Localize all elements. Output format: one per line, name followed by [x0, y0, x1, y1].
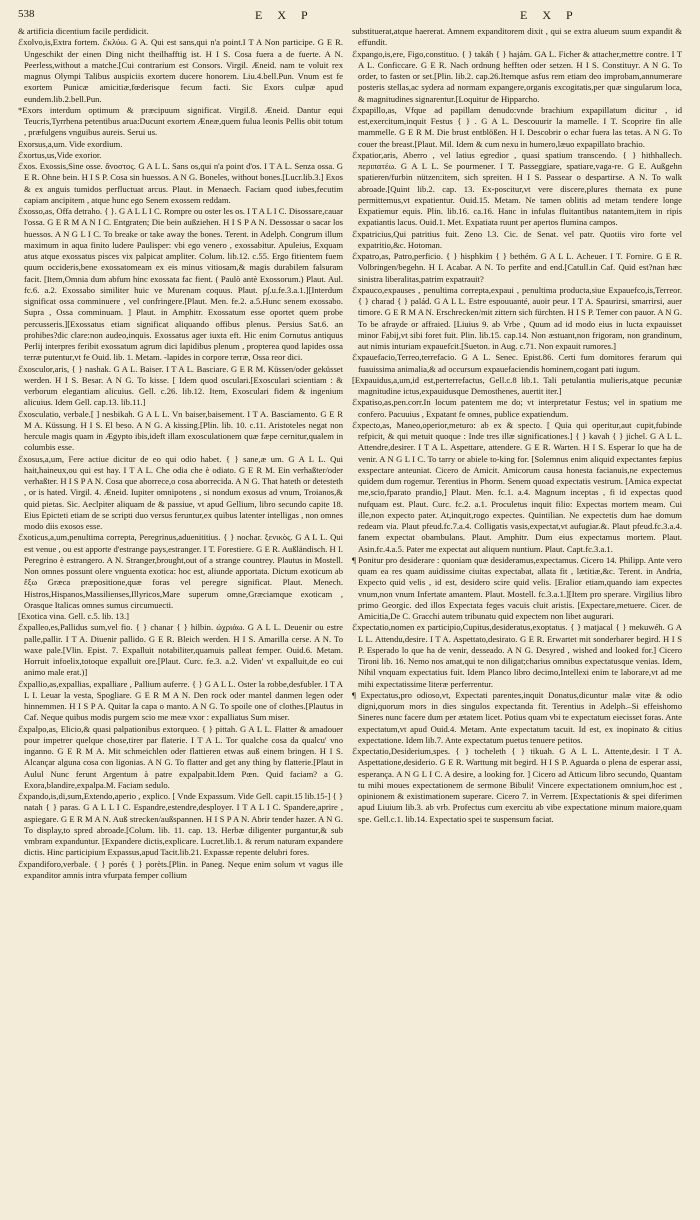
dictionary-entry: ℰxpando,is,di,sum,Extendo,aperio , explico. [ Vnde Expassum. Vide Gell. capit.15 lib.15-] { } natah { } paras. G A L L I C. Espandre,estendre,desployer. I T A L I C. Spandere,aprire , aspiegare. G E R M A N. Auß strecken/außspannen. H I S P A N. Abrir tender hazer. A N G. To display,to spred abroade.[Colum. lib. 11. cap. 13. Herbæ diligenter purgantur,& sub vmbram expanduntur. [Expandere dictis,explicare. Lucret.lib.1. & rerum naturam expandere dictis. Hinc participium Expassus,apud Tacit.lib.21. Expassæ repente delubri fores.	[18, 791, 343, 858]
page-number: 538	[18, 8, 35, 20]
running-head-left: E X P	[255, 8, 314, 22]
dictionary-entry: *Exors interdum optimum & præcipuum significat. Virgil.8. Æneid. Dantur equi Teucris,Tyrrhena petentibus arua:Ducunt exortem Æneæ,quem fulua leonis Pellis obit totum , præfulgens vnguibus aureis. Serui us.	[18, 104, 343, 138]
dictionary-entry: ℰxpallio,as,expallias, expalliare , Pallium auferre. { } G A L L. Oster la robbe,desfubler. I T A L I. Leuar la vesta, Spogliare. G E R M A N. Den rock oder mantel danmen legen oder hinnemmen. H I S P A. Quitar la capa o manto. A N G. To spoile one of clothes.[Plautus in Caf. Neque quibus modis purgem scio me meæ vxor : expalliatus Sum miser.	[18, 678, 343, 723]
dictionary-entry: ℰxpalleo,es,Pallidus sum,vel fio. { } chanar { } hilbin. ὠχριάω. G A L L. Deuenir ou estre palle,pallir. I T A. Diuenir pallido. G E R. Bleich werden. H I S. Amarilla cerse. A N. To waxe pale.[Vlin. Epist. 7. Expalluit notabiliter,quamuis palleat femper. Ouid.6. Metam. Horruit infoelix,totoque expalluit ore.[Plaut. Curc. fe.3. a.2. Viden' vt expalluit,de eo cui animo male erat.)]	[18, 622, 343, 678]
dictionary-entry: ¶ Ponitur pro desiderare : quoniam quæ desideramus,expectamus. Cicero 14. Philipp. Ante vero quam ea res quam auidissime ciuitas expectabat, allata fit , lætitiæ,&c. Terent. in Andria, Expecto quid velis , id est, desidero scire quid velis. [Eralior etiam,quando iam expectes vnum,non vnum Infertate amantem. Plaut. Mostell. fc.3.a.1.][Item pro sperare. Virgilius libro primo Georgic. ded illos Expectata feges vacuis cluit aristis. [Expectare,metuere. Cicer. de Amicitia,De C. Gracchi autem tribunatu quid expectem non libet augurari.	[352, 554, 682, 621]
dictionary-entry: ℰxosculatio, verbale.[ ] nesbikah. G A L L. Vn baiser,baisement. I T A. Basciamento. G E R M A. Küssung. H I S. El beso. A N G. A kissing.[Plin. lib. 10. c.11. Aristoteles negat non hercule magis quam in Ægypto ibis,ideft illam exosculationem quæ fæpe cernitur,qualem in columbis esse.	[18, 408, 343, 453]
dictionary-entry: ℰxolvo,is,Extra fortem. ℰκλύω. G A. Qui est sans,qui n'a point.I T A Non participe. G E R. Ungeschikt der einen Ding nicht theilhafftig ist. H I S. Cosa fuera a de fuerte. A N. Peerless,without a matche.[Cui contrarium est Consors. Virgil. Æneid. nam te voluit rex magnus Olympi Talibus auspiciis exortem ducere honorem. Liu.4.bell.Pun. Vnum est fe exortem Punicæ amicitiæ,fœderisque fecum facti. Sic Exors culpæ apud eundem.lib.2.bell.Pun.	[18, 37, 343, 104]
dictionary-entry: ℰxpatior,aris, Aberro , vel latius egredior , quasi spatium transcendo. { } hithhallech. περιπατέω. G A L L. Se pourmener. I T. Passeggiare, spatiare,vaga-re. G E. Außgehn spatieren/furbin nützen:item, sich spreiten. H I S. Passear o despartirse. A N. To walk abroade.[Quint lib.2. cap. 13. Ex-poscitur,vt vere discere,plures themata ex pune permittemus,vt expatientur. Ouid.15. Metam. Ne tamen oblitis ad metam tendere longe Expatiemur equis. Plin. lib.16. ca.16. Hanc in infulas fluitantibus natantem,item in ripis expatiantis lacus. Ouid.1. Met. Expatiata ruunt per apertos flumina campos.	[352, 149, 682, 228]
page-header	[0, 8, 700, 26]
dictionary-entry: ℰxpauefacio,Terreo,terrefacio. G A L. Senec. Epist.86. Certi fum domitores ferarum qui fuauissima animalia,& ad occursum expauefaciendis hominem,cogant pati iugum.	[352, 352, 682, 374]
dictionary-entry: ℰxpauco,expauses , penultima correpta,expaui , penultima producta,siue Expauefco,is,Terreor. { } charad { } palád. G A L L. Estre espouuanté, auoir peur. I T A. Spaurirsi, smarrirsi, auer timore. G E R M A N. Erschrecken/mit zittern sich fürchten. H I S P. Temer con pauor. A N G. To be afrayde or affraied. [Liuius 9. ab Vrbe , Quum ad id modo eius in lucta expauisset minor Fabij,vt sibi foret fuit. Plin. lib.15. cap.14. Non æstuant,non frigoram, non grandinum, aut nimis inturiam expauefcit.[Sueton. in Aug. c.71. Non expauit rumores.]	[352, 284, 682, 351]
dictionary-entry: Exorsus,a,um. Vide exordium.	[18, 138, 123, 149]
dictionary-entry: ℰxpecto,as, Maneo,operior,meturo: ab ex & specto. [ Quia qui operitur,aut cupit,fubinde refpicit, & qui metuit quoque : Inde tres illæ significationes.] { } kavah { } jichel. G A L L. Attendre,desirer. I T A L. Aspettare, attendere. G E R. Warten. H I S. Esperar lo que ha de venir. A N G L I C. To tarry or abiele to-king for. [Solemnus enim aliquid expectantes fæpius exspectare anteuniat. Cicero de Amicit. Amicorum causa honesta facianuis,ne expectemus quidem dum rogemur. Terentius in Phorm. Senem quoad expectatis vestrum. [Amica expectat me,scio,fparato prandio,] Plaut. Men. fc.1. a.4. Magnum inceptas , fi id expectas quod nufquam est. Plaut. Curc. fc.2. a.1. Proculetus inquit filio: Expectas mortem meam. Cui ille,non expecto pater. At,inquit,rogo expectes. Quintilian. Ne expectetis dum hae domum redeam via. Plaut pfeud.fc.7.a.4. Colligatis vasis,expectat,vt aufugiar.&. Plaut pfeud.fc.3.a.4. fanem expectat obambulans. Plaut. Amphitr. Dum eius expectamus mortem. Plaut. Asin.fc.4.a.5. Pater me expectat aut aliquem nuntium. Plaut. Capt.fc.3.a.1.	[352, 419, 682, 554]
dictionary-entry: [Expauidus,a,um,id est,perterrefactus, Gell.c.8 lib.1. Tali petulantia mulieris,atque pecuniæ magnitudine ictus,expauidusque Demosthenes, auertit iter.]	[352, 374, 682, 396]
dictionary-entry: ℰxpatiso,as,pen.corr.In locum patentem me do; vt interpretatur Festus; vel in spatium me confero. Pacuuius , Expatant fe omnes, publice expatiendum.	[352, 397, 682, 419]
dictionary-entry: ℰxosso,as, Offa detraho. { }. G A L L I C. Rompre ou oster les os. I T A L I C. Disossare,cauar l'ossa. G E R M A N I C. Entgraten; Die bein außziehen. H I S P A N. Dessossar o sacar los huessos. A N G L I C. To breake or take away the bones. Terent. in Adelph. Congrum illum maximum in aqua finito ludere Paulisper: vbi ego venero , exossabitur. Apuleius, Exquam atus atque exossatus pisces vix palpicat ampliter. Colum. lib.12. c.55. Ergo fitientem fuem quum occideris,bene exossatomeam ex eis minus vitiosam,& magis durabilem falsuram facit. [Item,Omnia dum abfum hinc exossata fac fient. ( Paulò antè Exossorum.) Plaut. Aul. fc.6. a.2. Exossabo similiter huic ve Murenam coquus. Plaut. p∫.u.fe.3.a.1.][Interdum significat ossa comminuere , vel confringere.[Plaut. Men. fe.2. a.5.Hunc senem exossabo. Supra , Ossa comminuam. ] Plaut. in Amphitr. Exossatum esse oportet quem probe percusseris.][Exossatus etiam significat aliquando offibus plenus. Persius Sat.6. an prohibes?dic clare:non audeo,inquis. Exossatus ager iuxta eft. Hic enim Cornutus antiquus Perlij interpres feribit exossatum agrum dici lapidibus plenum , propterea quod lapides ossa terræ putentur,vt fe Ouid. lib. 1. Metam. -lapides in corpore terræ, Ossa reor dici.	[18, 206, 343, 363]
dictionary-entry: ℰxosculor,aris, { } nashak. G A L. Baiser. I T A L. Basciare. G E R M. Küssen/oder geküsset werden. H I S. Besar. A N G. To kisse. [ Idem quod osculari.[Exosculari scientiam : & verborum elegantiam alicuius. Gell. c.26. lib.12. Item, Exosculari fidem & ingenium alicuius. Idem Gell. cap.13. lib.11.]	[18, 363, 343, 408]
dictionary-entry: & artificia dicentium facile perdidicit.	[18, 26, 149, 36]
left-column	[18, 26, 343, 1212]
dictionary-entry: ℰxpapillo,as, Vfque ad papillam denudo:vnde brachium expapillatum dicitur , id est,exercitum,inquit Festus { } . G A L. Descouurir la mamelle. I T. Scoprire fin alle mammelle. G E R M. Die brust entblößen. H I. Descobrir o echar fuera las tetas. A N G. To couer the breast.[Plaut. Mil. Idem & cum nexu in humero,læuo expapillato brachio.	[352, 104, 682, 149]
dictionary-entry: [Exotica vina. Gell. c.5. lib. 13.]	[18, 611, 129, 621]
dictionary-entry: ℰxpectatio,nomen ex participio,Cupitus,desideratus,exoptatus. { } matjacal { } mekuwéh. G A L L. Attendu,desire. I T A. Aspettato,desirato. G E R. Erwartet mit sonderbarer begird. H I S P. Esperado lo que ha de venir, desseado. A N G. Desyred , wished and looked for.] Cicero Tironi lib. 16. Nemo nos amat,qui te non diligat;charius omnibus expectatusque venias. Idem, Nihil vnquam expectatius fuit. Idem Planco libro decimo,Intellexi enim te laborare,vt ad me mihi expectatissime literæ perferrentur.	[352, 622, 682, 689]
dictionary-entry: ℰxpandiforo,verbale. { } porés { } porèts.[Plin. in Paneg. Neque enim solum vt vagus ille expanditor amnis intra vfurpata femper collium	[18, 858, 343, 880]
dictionary-entry: ℰxos. Exossis,Sine osse. ἄνοστος. G A L L. Sans os,qui n'a point d'os. I T A L. Senza ossa. G E R. Ohne bein. H I S P. Cosa sin huessos. A N G. Boneles, without bones.[Lucr.lib.3.] Exos & ex anguis tumidos perfluctuat arcus. Plaut. in Menaech. Faciam quod iubes,fecutim capiam ancipitem , atque hunc ego Senem exossem reddam.	[18, 161, 343, 205]
dictionary-entry: ℰxpatricius,Qui patritius fuit. Zeno l.3. Cic. de Senat. vel patr. Quotiis viro forte vel expatritio,&c. Hotoman.	[352, 228, 682, 250]
dictionary-entry: ℰxpectatio,Desiderium,spes. { } tocheleth { } tikuah. G A L L. Attente,desir. I T A. Aspettatione,desiderio. G E R. Warttung mit begird. H I S P. Aguarda o plena de esperar assi, esperança. A N G L I C. A desire, a looking for. ] Cicero ad Atticum libro secundo, Quantam tu mihi moues expectationem de sermone Bibuli! Vincere expectationem omnium,hoc est , opinionem & existimationem superare. Cicero 7. in Verrem. [Expectationis & spei diferimen apud Liuium lib.3. ab vrb. Profectus cum exercitu ab vibe expectatione minum maiore,quam spe. Gell.c.1. lib.14. Expectatio spei te suspensum faciat.	[352, 746, 682, 824]
dictionary-entry: ℰxortus,us,Vide exorior.	[18, 149, 102, 160]
dictionary-entry: ℰxosus,a,um, Fere actiue dicitur de eo qui odio habet. { } sane,æ um. G A L L. Qui hait,haineux,ou qui est hay. I T A L. Che odia che è odiato. G E R M. Ein verhaßter/oder verhaßter. H I S P A N. Cosa que aborrece,o cosa aborrecida. A N G. That hateth or detesteth , or is hated. Virgil. 4. Æneid. Iupiter omnipotens , si nondum exosus ad vnum, Troianos,& quid pietas. Sic. Aeclpiter aliquam de & passiue, vt apud Gellium, libro secundo capite 18. Eius Epicteti etiam de se scripti duo versus feruntur,ex quibus latenter intelligas , non omnes modo diis exosos esse.	[18, 453, 343, 531]
dictionary-entry: ℰxoticus,a,um,penultima correpta, Peregrinus,aduenititius. { } nochar. ξενικὸς. G A L L. Qui est venue , ou est apporte d'estrange pays,estranger. I T. Forestiere. G E R. Außländisch. H I. Peregrino è estrangero. A N. Stranger,brought,out of a strange countrey. Plautus in Mostell. Non omnes possunt olere vnguenta exotica: hoc est, aliunde apportata. Dictum exoticum ab ἔξω Græca præpositione,quæ foras vel peregre significat. Plaut. Menech. Histros,Hispanos,Massilienses,Illyricos,Mare superum omne,Græciamque exoticam , Orasque Italicas omnes sumus circumuecti.	[18, 532, 343, 610]
right-column	[352, 26, 682, 1212]
dictionary-entry: ¶ Expectatus,pro odioso,vt, Expectati parentes,inquit Donatus,dicuntur malæ vitæ & odio digni,quorum mors in dies singulos expectanda fit. Terentius in Adelph.–Si effeishomo Sineres nunc facere dum per ætatem licet. Potius quam vbi te expectatum eiecisset foras. Ante expectatum,vt apud Ouid.4. Metam. Ante expectatum tacuit. Id est, ex inopinato & citius expectatione. Idem lib.7. Ante expectatum puetus tenuere petitos.	[352, 689, 682, 745]
dictionary-entry: ℰxpatro,as, Patro,perficio. { } hisphkim { } bethém. G A L L. Acheuer. I T. Fornire. G E R. Volbringen/begehn. H I. Acabar. A N. To perfite and end.[Catull.in Caf. Quid est?nan hæc sinistra liberalitas,patrim expatrauit?	[352, 251, 682, 284]
running-head-right: E X P	[520, 8, 579, 22]
dictionary-entry: ℰxpango,is,ere, Figo,constituo. { } takáh { } hajám. GA L. Ficher & attacher,mettre contre. I T A L. Conficcare. G E R. Nach ordnung hefften oder setzen. H I S. Constituyr. A N G. To order, to fasten or set.[Plin. lib.2. cap.26.Itemque asfus rem etiam deo improbam,annumerare posteris stellas,ac sydera ad normam expangere,organis excogitatis,per quæ singularum loca, & magnitudines signarentur.[Loquitur de Hipparcho.	[352, 48, 682, 104]
dictionary-entry: ℰxpalpo,as, Elicio,& quasi palpationibus extorqueo. { } pittah. G A L L. Flatter & amadouer pour impetrer quelque chose,tirer par flaterie. I T A L. Tor qualche cosa da qualcu' vno inganno. G E R M A. Mit schmeichlen oder flattieren etwas auß einem bringen. H I S. Alcançar alguna cosa con ligonias. A N G. To flatter and get any thing by flatterie.[Plaut in Aulul Nunc ferunt Argentum à patre expalpabit.Idem Pœn. Quid faciam? a G. Exora,blandire,expalpa.M. Faciam sedulo.	[18, 723, 343, 790]
dictionary-entry: substituerat,atque haererat. Amnem expanditorem dixit , qui se extra alueum suum expandit & effundit.	[352, 26, 682, 48]
